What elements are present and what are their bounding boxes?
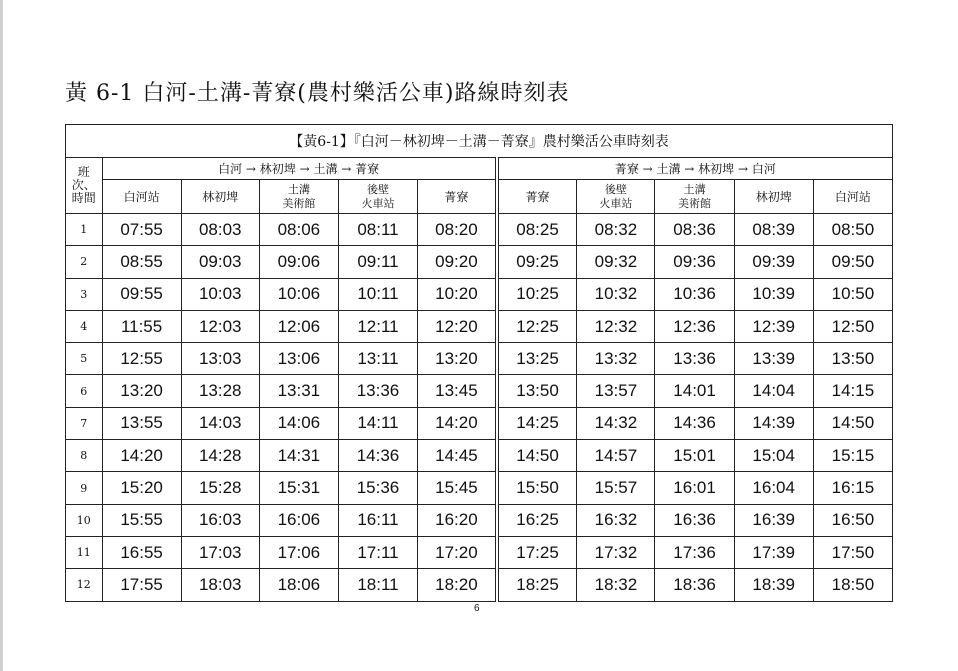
outbound-time-cell: 13:28 [181, 375, 259, 407]
outbound-time-cell: 15:28 [181, 472, 259, 504]
inbound-time-cell: 09:25 [497, 246, 577, 278]
table-row [66, 343, 893, 375]
outbound-time-cell: 08:20 [418, 214, 497, 246]
inbound-time-cell: 16:15 [813, 472, 892, 504]
table-row [66, 375, 893, 407]
outbound-time-cell: 16:03 [181, 504, 259, 536]
trip-number: 5 [66, 343, 103, 375]
page-edge [0, 0, 3, 671]
outbound-direction: 白河 → 林初埤 → 土溝 → 菁寮 [102, 158, 497, 180]
inbound-time-cell: 16:50 [813, 504, 892, 536]
inbound-time-cell: 08:25 [497, 214, 577, 246]
table-row [66, 536, 893, 568]
stop-name-line: 白河站 [834, 189, 871, 204]
outbound-time-cell: 09:55 [102, 278, 181, 310]
outbound-time-cell: 14:11 [338, 407, 417, 439]
inbound-time-cell: 14:01 [655, 375, 734, 407]
outbound-stop-header [102, 180, 181, 214]
outbound-time-cell: 17:03 [181, 536, 259, 568]
outbound-time-cell: 13:55 [102, 407, 181, 439]
outbound-time-cell: 10:11 [338, 278, 417, 310]
outbound-stop-header [181, 180, 259, 214]
outbound-time-cell: 16:55 [102, 536, 181, 568]
table-row [66, 278, 893, 310]
outbound-time-cell: 12:11 [338, 310, 417, 342]
table-caption: 【黃6-1】『白河－林初埤－土溝－菁寮』農村樂活公車時刻表 [66, 125, 893, 158]
stop-name-line: 土溝 [683, 182, 706, 196]
outbound-time-cell: 08:03 [181, 214, 259, 246]
inbound-time-cell: 17:36 [655, 536, 734, 568]
outbound-time-cell: 15:55 [102, 504, 181, 536]
outbound-time-cell: 13:20 [418, 343, 497, 375]
inbound-time-cell: 09:39 [734, 246, 813, 278]
outbound-time-cell: 09:03 [181, 246, 259, 278]
inbound-time-cell: 16:25 [497, 504, 577, 536]
outbound-time-cell: 15:31 [259, 472, 338, 504]
outbound-time-cell: 13:36 [338, 375, 417, 407]
outbound-time-cell: 14:06 [259, 407, 338, 439]
inbound-time-cell: 13:50 [497, 375, 577, 407]
stop-name-line: 土溝 [287, 182, 310, 196]
trip-number: 1 [66, 214, 103, 246]
table-row [66, 407, 893, 439]
outbound-time-cell: 14:03 [181, 407, 259, 439]
inbound-time-cell: 16:39 [734, 504, 813, 536]
inbound-stop-header [813, 180, 892, 214]
inbound-time-cell: 15:50 [497, 472, 577, 504]
inbound-time-cell: 18:32 [577, 569, 655, 601]
outbound-time-cell: 15:36 [338, 472, 417, 504]
timetable [65, 124, 893, 602]
inbound-time-cell: 14:15 [813, 375, 892, 407]
page-title: 黃 6-1 白河-土溝-菁寮(農村樂活公車)路線時刻表 [65, 81, 570, 106]
stop-name-line: 火車站 [599, 196, 633, 210]
stop-name-line: 林初埤 [202, 189, 239, 204]
outbound-time-cell: 14:20 [102, 440, 181, 472]
trip-number: 7 [66, 407, 103, 439]
stop-name-line: 美術館 [282, 196, 316, 210]
inbound-direction: 菁寮 → 土溝 → 林初埤 → 白河 [497, 158, 893, 180]
outbound-time-cell: 10:06 [259, 278, 338, 310]
inbound-time-cell: 16:01 [655, 472, 734, 504]
inbound-time-cell: 13:25 [497, 343, 577, 375]
inbound-time-cell: 12:36 [655, 310, 734, 342]
inbound-stop-header [497, 180, 577, 214]
inbound-stop-header [734, 180, 813, 214]
outbound-time-cell: 16:11 [338, 504, 417, 536]
outbound-time-cell: 14:36 [338, 440, 417, 472]
outbound-time-cell: 13:06 [259, 343, 338, 375]
outbound-time-cell: 17:55 [102, 569, 181, 601]
table-row [66, 310, 893, 342]
stop-name-line: 林初埤 [755, 189, 792, 204]
inbound-time-cell: 12:50 [813, 310, 892, 342]
inbound-time-cell: 14:50 [813, 407, 892, 439]
page-number: 6 [474, 603, 480, 614]
trip-number: 8 [66, 440, 103, 472]
outbound-time-cell: 16:06 [259, 504, 338, 536]
outbound-time-cell: 14:20 [418, 407, 497, 439]
inbound-time-cell: 13:39 [734, 343, 813, 375]
inbound-time-cell: 15:04 [734, 440, 813, 472]
trip-number: 12 [66, 569, 103, 601]
inbound-time-cell: 10:36 [655, 278, 734, 310]
inbound-time-cell: 18:39 [734, 569, 813, 601]
outbound-time-cell: 14:45 [418, 440, 497, 472]
outbound-time-cell: 15:20 [102, 472, 181, 504]
inbound-time-cell: 17:50 [813, 536, 892, 568]
inbound-time-cell: 09:32 [577, 246, 655, 278]
outbound-time-cell: 10:03 [181, 278, 259, 310]
inbound-time-cell: 08:39 [734, 214, 813, 246]
outbound-time-cell: 08:06 [259, 214, 338, 246]
inbound-time-cell: 14:32 [577, 407, 655, 439]
inbound-time-cell: 08:50 [813, 214, 892, 246]
inbound-time-cell: 15:57 [577, 472, 655, 504]
table-row [66, 472, 893, 504]
outbound-time-cell: 12:06 [259, 310, 338, 342]
table-row [66, 246, 893, 278]
outbound-time-cell: 18:11 [338, 569, 417, 601]
stop-name-line: 白河站 [123, 189, 160, 204]
inbound-time-cell: 18:25 [497, 569, 577, 601]
inbound-stop-header [655, 180, 734, 214]
trip-number: 3 [66, 278, 103, 310]
outbound-time-cell: 18:06 [259, 569, 338, 601]
inbound-time-cell: 13:57 [577, 375, 655, 407]
inbound-time-cell: 10:50 [813, 278, 892, 310]
outbound-time-cell: 14:31 [259, 440, 338, 472]
stop-name-line: 後壁 [366, 182, 389, 196]
inbound-time-cell: 15:01 [655, 440, 734, 472]
table-row [66, 214, 893, 246]
outbound-time-cell: 18:20 [418, 569, 497, 601]
outbound-time-cell: 12:20 [418, 310, 497, 342]
trip-number: 9 [66, 472, 103, 504]
inbound-time-cell: 12:32 [577, 310, 655, 342]
inbound-time-cell: 10:25 [497, 278, 577, 310]
index-header [66, 158, 103, 214]
inbound-time-cell: 08:32 [577, 214, 655, 246]
inbound-time-cell: 14:04 [734, 375, 813, 407]
inbound-time-cell: 17:32 [577, 536, 655, 568]
index-header-line: 班 [77, 165, 90, 179]
index-header-line: 時間 [71, 191, 96, 205]
outbound-time-cell: 18:03 [181, 569, 259, 601]
outbound-time-cell: 17:20 [418, 536, 497, 568]
stop-name-line: 美術館 [678, 196, 712, 210]
trip-number: 2 [66, 246, 103, 278]
outbound-stop-header [338, 180, 417, 214]
stop-name-line: 菁寮 [444, 189, 469, 204]
outbound-time-cell: 17:11 [338, 536, 417, 568]
inbound-stop-header [577, 180, 655, 214]
inbound-time-cell: 16:36 [655, 504, 734, 536]
outbound-time-cell: 16:20 [418, 504, 497, 536]
inbound-time-cell: 14:36 [655, 407, 734, 439]
outbound-time-cell: 12:03 [181, 310, 259, 342]
inbound-time-cell: 16:32 [577, 504, 655, 536]
inbound-time-cell: 12:39 [734, 310, 813, 342]
inbound-time-cell: 18:36 [655, 569, 734, 601]
inbound-time-cell: 13:32 [577, 343, 655, 375]
inbound-time-cell: 17:25 [497, 536, 577, 568]
outbound-time-cell: 15:45 [418, 472, 497, 504]
outbound-time-cell: 07:55 [102, 214, 181, 246]
index-header-line: 次、 [71, 178, 96, 192]
trip-number: 4 [66, 310, 103, 342]
inbound-time-cell: 16:04 [734, 472, 813, 504]
inbound-time-cell: 15:15 [813, 440, 892, 472]
outbound-time-cell: 08:11 [338, 214, 417, 246]
outbound-time-cell: 17:06 [259, 536, 338, 568]
table-row [66, 440, 893, 472]
table-row [66, 569, 893, 601]
inbound-time-cell: 14:57 [577, 440, 655, 472]
outbound-time-cell: 13:31 [259, 375, 338, 407]
trip-number: 11 [66, 536, 103, 568]
table-row [66, 504, 893, 536]
trip-number: 6 [66, 375, 103, 407]
stop-name-line: 菁寮 [525, 189, 550, 204]
inbound-time-cell: 10:39 [734, 278, 813, 310]
inbound-time-cell: 14:50 [497, 440, 577, 472]
outbound-time-cell: 11:55 [102, 310, 181, 342]
inbound-time-cell: 08:36 [655, 214, 734, 246]
inbound-time-cell: 18:50 [813, 569, 892, 601]
outbound-time-cell: 13:11 [338, 343, 417, 375]
stop-name-line: 後壁 [604, 182, 627, 196]
stop-name-line: 火車站 [361, 196, 395, 210]
outbound-time-cell: 13:45 [418, 375, 497, 407]
outbound-stop-header [259, 180, 338, 214]
inbound-time-cell: 12:25 [497, 310, 577, 342]
inbound-time-cell: 09:50 [813, 246, 892, 278]
inbound-time-cell: 13:36 [655, 343, 734, 375]
outbound-time-cell: 09:20 [418, 246, 497, 278]
outbound-time-cell: 13:20 [102, 375, 181, 407]
inbound-time-cell: 14:25 [497, 407, 577, 439]
outbound-time-cell: 10:20 [418, 278, 497, 310]
inbound-time-cell: 09:36 [655, 246, 734, 278]
inbound-time-cell: 10:32 [577, 278, 655, 310]
inbound-time-cell: 13:50 [813, 343, 892, 375]
outbound-stop-header [418, 180, 497, 214]
outbound-time-cell: 09:11 [338, 246, 417, 278]
outbound-time-cell: 14:28 [181, 440, 259, 472]
outbound-time-cell: 09:06 [259, 246, 338, 278]
trip-number: 10 [66, 504, 103, 536]
outbound-time-cell: 13:03 [181, 343, 259, 375]
outbound-time-cell: 12:55 [102, 343, 181, 375]
inbound-time-cell: 17:39 [734, 536, 813, 568]
outbound-time-cell: 08:55 [102, 246, 181, 278]
inbound-time-cell: 14:39 [734, 407, 813, 439]
